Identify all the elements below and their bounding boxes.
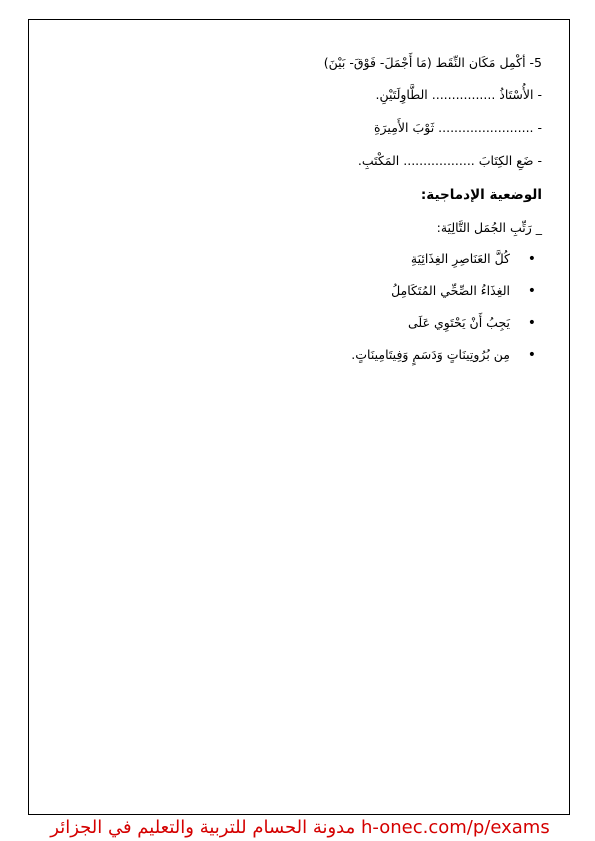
- question-title: 5- أكْمِل مَكَان النِّقَط (مَا أَجْمَلَ- فَوْقَ- بَيْنَ): [323, 55, 542, 70]
- worksheet-content: [40, 54, 542, 378]
- footer-watermark: مدونة الحسام للتربية والتعليم في الجزائر h-onec.com/p/exams: [50, 817, 550, 838]
- instruction-text: _ رَتِّبِ الجُمَل التَّالِيَة:: [436, 220, 542, 235]
- sentence-text: يَجِبُ أَنْ يَحْتَوِي عَلَى: [408, 315, 510, 330]
- fill-in-item-3: - ضَعِ الكِتَابَ .................. المَكْتَبِ.: [357, 153, 542, 168]
- list-item: [40, 346, 542, 364]
- section-title: الوضعية الإدماجية:: [420, 187, 542, 203]
- fill-in-item-1: - الأُسْتَاذُ ................ الطَّاوِلَتَيْنِ.: [375, 87, 542, 102]
- list-item: [40, 250, 542, 268]
- bullet-icon: •: [527, 251, 536, 267]
- bullet-icon: •: [527, 283, 536, 299]
- sentence-text: كُلَّ العَنَاصِرِ الغِذَائِيَةِ: [410, 251, 510, 266]
- sentence-list: [40, 250, 542, 364]
- fill-in-item-2: - ........................ ثَوْبَ الأَمِيرَةِ: [373, 120, 542, 135]
- list-item: [40, 282, 542, 300]
- sentence-text: الغِذَاءُ الصِّحِّي المُتَكَامِلُ: [391, 283, 510, 298]
- bullet-icon: •: [527, 315, 536, 331]
- list-item: [40, 314, 542, 332]
- bullet-icon: •: [527, 347, 536, 363]
- sentence-text: مِن بُرُوتِينَاتٍ وَدَسَمٍ وَفِيتَامِينَاتٍ.: [351, 347, 510, 362]
